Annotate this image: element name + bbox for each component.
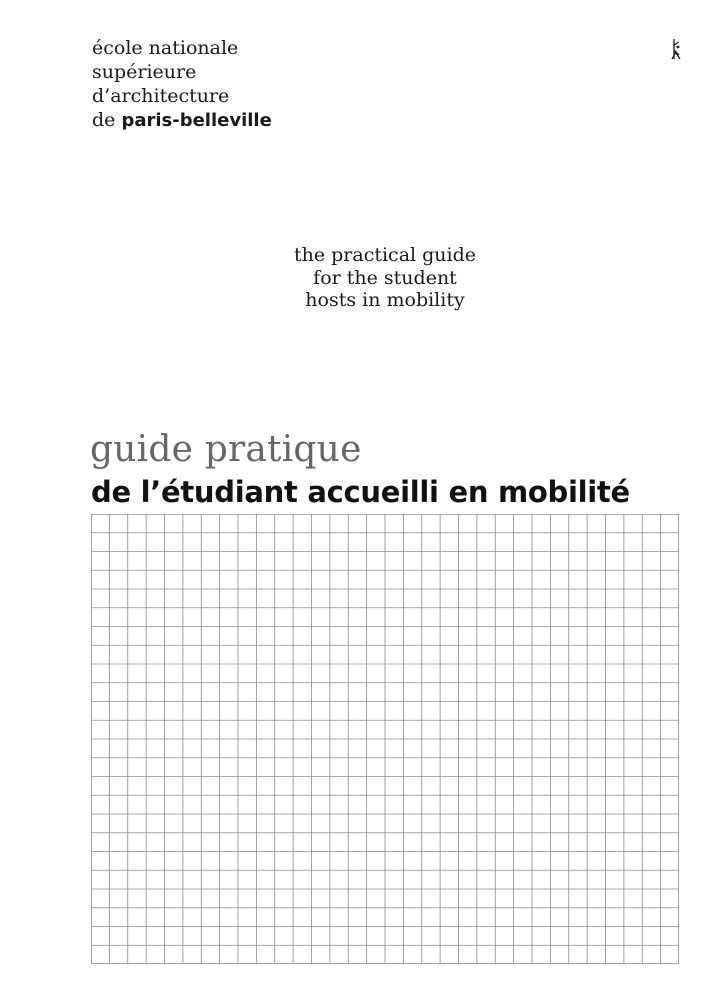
school-name	[92, 36, 272, 133]
title-main-bold: de l’étudiant accueilli en mobilité	[91, 475, 630, 509]
school-name-line-2: supérieure	[92, 61, 197, 83]
school-name-line-1: école nationale	[92, 37, 239, 59]
english-subtitle	[250, 244, 520, 312]
school-name-prefix: de	[92, 109, 122, 131]
school-name-line-3: d’architecture	[92, 85, 230, 107]
english-subtitle-line-1: the practical guide	[293, 244, 477, 266]
english-subtitle-line-2: for the student	[313, 266, 457, 289]
architecture-school-logo-icon	[670, 38, 682, 60]
title-guide-pratique: guide pratique	[90, 429, 362, 470]
english-subtitle-line-3: hosts in mobility	[305, 289, 465, 311]
school-name-bold: paris-belleville	[121, 110, 272, 131]
squared-grid	[91, 514, 679, 964]
school-name-line-4	[92, 108, 272, 133]
